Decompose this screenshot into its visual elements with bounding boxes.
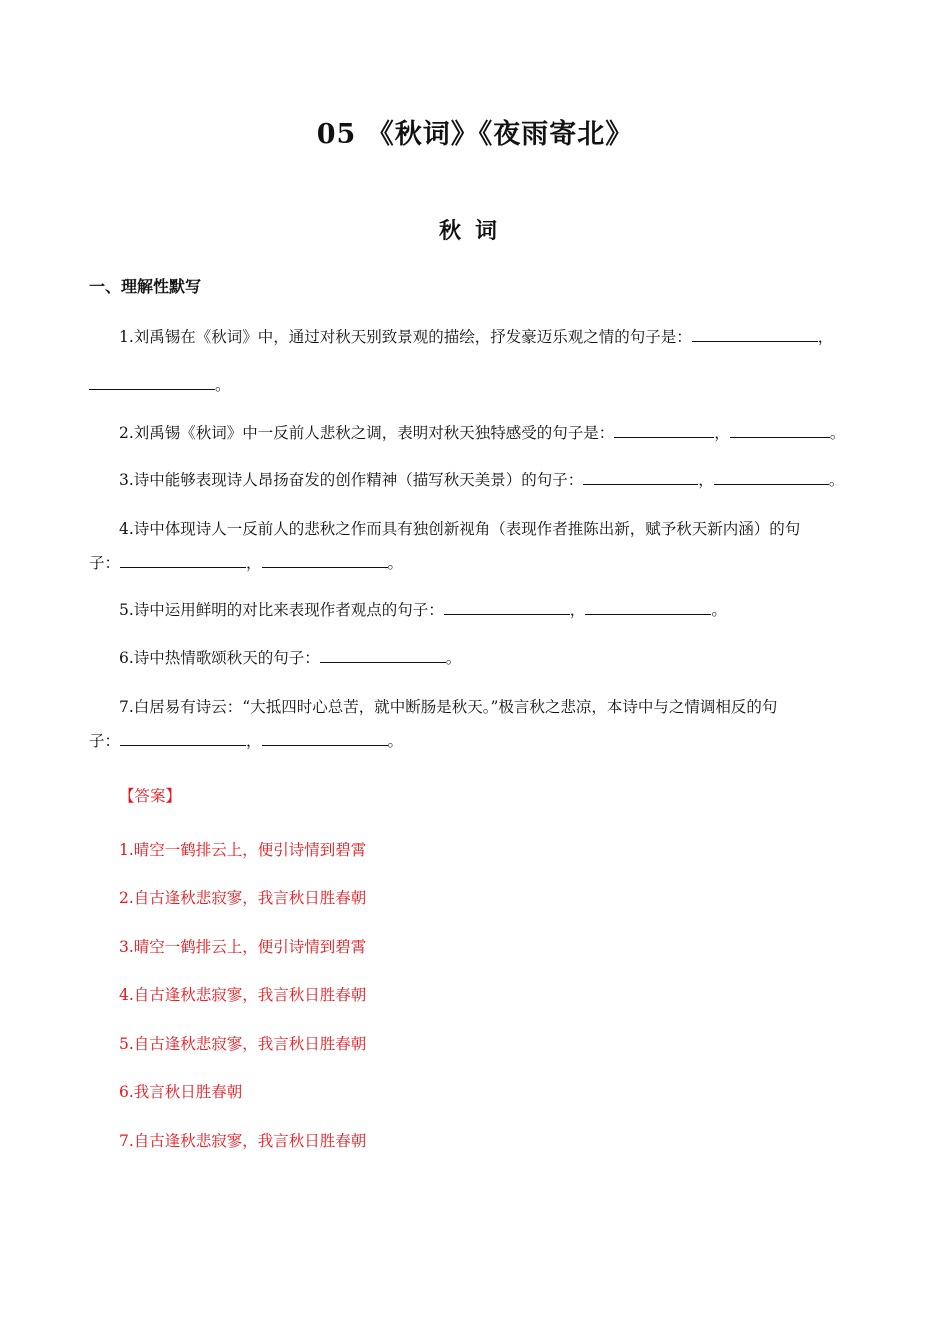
- question-3: [89, 463, 864, 497]
- answer-blank: [730, 419, 830, 438]
- answer-blank: [89, 371, 215, 390]
- answer-blank: [120, 727, 246, 746]
- end-mark: 。: [711, 601, 727, 619]
- answer-3: 3.晴空一鹤排云上，便引诗情到碧霄: [119, 938, 367, 956]
- answer-4: 4.自古逢秋悲寂寥，我言秋日胜春朝: [119, 986, 367, 1004]
- question-text: 2.刘禹锡《秋词》中一反前人悲秋之调，表明对秋天独特感受的句子是：: [119, 424, 615, 442]
- answer-blank: [120, 549, 246, 568]
- question-text: 4.诗中体现诗人一反前人的悲秋之作而具有独创新视角（表现作者推陈出新，赋予秋天新内涵）的句: [119, 520, 801, 538]
- end-mark: 。: [445, 649, 462, 667]
- question-6: [89, 641, 864, 675]
- end-mark: 。: [829, 424, 846, 442]
- question-text: 6.诗中热情歌颂秋天的句子：: [119, 649, 320, 667]
- answer-blank: [692, 323, 818, 342]
- separator: ，: [246, 554, 262, 572]
- question-7: [89, 690, 864, 758]
- question-2: [89, 416, 864, 450]
- question-1: [89, 320, 864, 402]
- separator: ，: [246, 732, 262, 750]
- end-mark: 。: [387, 732, 404, 750]
- answer-blank: [320, 644, 446, 663]
- question-text-continued: 子：: [89, 732, 121, 750]
- end-mark: 。: [828, 471, 845, 489]
- separator: ，: [817, 328, 834, 346]
- answer-blank: [585, 596, 711, 615]
- answer-blank: [262, 727, 388, 746]
- answer-blank: [714, 466, 829, 485]
- end-mark: 。: [387, 554, 404, 572]
- question-5: [89, 593, 864, 627]
- question-4: [89, 512, 864, 580]
- separator: ，: [714, 424, 730, 442]
- question-text: 1.刘禹锡在《秋词》中，通过对秋天别致景观的描绘，抒发豪迈乐观之情的句子是：: [119, 328, 692, 346]
- question-text: 3.诗中能够表现诗人昂扬奋发的创作精神（描写秋天美景）的句子：: [119, 471, 584, 489]
- answer-1: 1.晴空一鹤排云上，便引诗情到碧霄: [119, 841, 367, 859]
- answer-blank: [262, 549, 388, 568]
- answer-blank: [614, 419, 714, 438]
- answer-6: 6.我言秋日胜春朝: [119, 1083, 243, 1101]
- question-text: 5.诗中运用鲜明的对比来表现作者观点的句子：: [119, 601, 444, 619]
- answer-blank: [583, 466, 698, 485]
- question-text-continued: 子：: [89, 554, 121, 572]
- answer-5: 5.自古逢秋悲寂寥，我言秋日胜春朝: [119, 1035, 367, 1053]
- answer-2: 2.自古逢秋悲寂寥，我言秋日胜春朝: [119, 889, 367, 907]
- end-mark: 。: [215, 376, 231, 394]
- separator: ，: [569, 601, 586, 619]
- question-text: 7.白居易有诗云：“大抵四时心总苦，就中断肠是秋天。”极言秋之悲凉，本诗中与之情调相反的句: [119, 698, 778, 716]
- poem-title: 秋词: [438, 218, 511, 244]
- section-heading: 一、理解性默写: [89, 277, 202, 296]
- separator: ，: [698, 471, 714, 489]
- answer-heading: 【答案】: [119, 787, 182, 805]
- answer-7: 7.自古逢秋悲寂寥，我言秋日胜春朝: [119, 1132, 367, 1150]
- answer-blank: [444, 596, 570, 615]
- page-title: 05 《秋词》《夜雨寄北》: [316, 119, 634, 150]
